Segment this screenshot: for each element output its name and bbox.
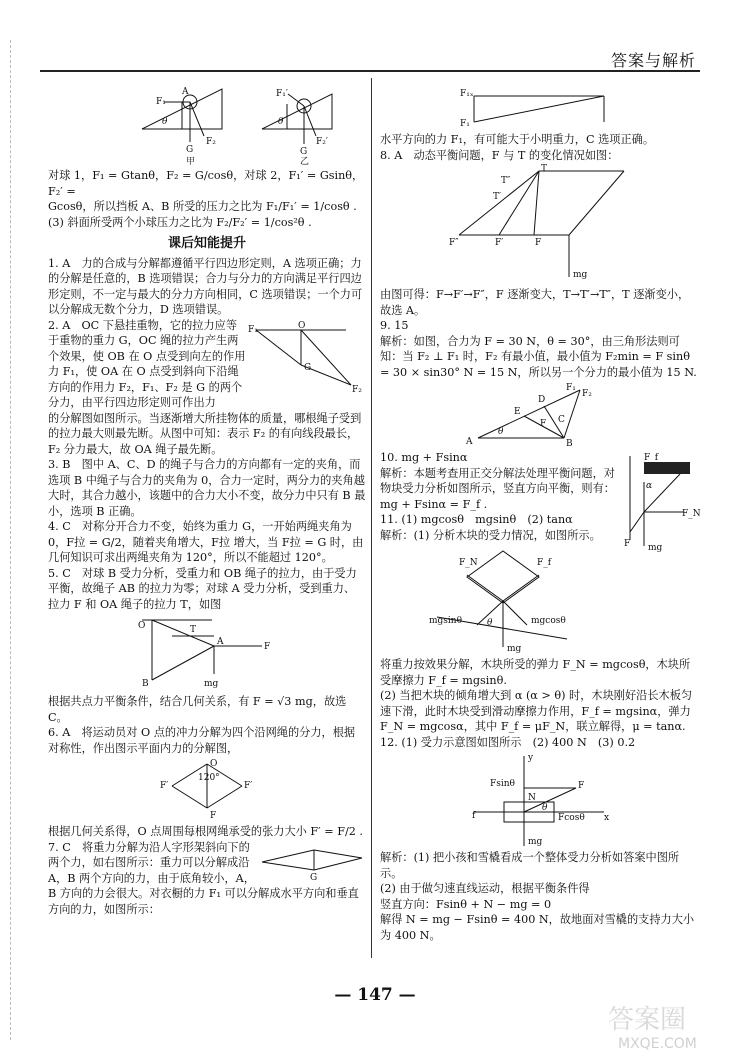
q12-label-mg: mg [528, 837, 543, 847]
q12-label-F: F [578, 781, 585, 791]
para-ball1: 对球 1，F₁ = Gtanθ，F₂ = G/cosθ，对球 2，F₁′ = Gsinθ，F₂′ = [48, 169, 364, 198]
q10-label-mg: mg [648, 543, 663, 553]
q8-label-T: T [541, 164, 548, 174]
q5-label-mg: mg [204, 679, 219, 689]
figure-q7 [258, 842, 366, 882]
watermark-line2: MXQE.COM [618, 1036, 697, 1052]
q10-label-FN: F_N [682, 509, 701, 519]
figure-balls-on-incline [82, 84, 332, 166]
q2-label-F2: F₂ [352, 384, 362, 395]
answer-10b: 解析：本题考查用正交分解法处理平衡问题，对物块受力分析如图所示，竖直方向平衡，则有：mg + Fsinα = F_f . [380, 466, 615, 511]
q6-label-Fp-left: F′ [160, 781, 169, 791]
answer-9: 9. 15 [380, 319, 409, 332]
q12-label-N: N [528, 793, 536, 803]
column-divider [371, 78, 372, 958]
answer-11: 11. (1) mgcosθ mgsinθ (2) tanα [380, 513, 573, 526]
answer-10: 10. mg + Fsinα [380, 451, 468, 464]
q6-label-Fp-right: F′ [244, 781, 253, 791]
page-number: — 147 — [334, 985, 416, 1005]
para-incline-ratio: (3) 斜面所受两个小球压力之比为 F₂/F₂′ = 1/cos²θ . [48, 215, 312, 229]
q5-label-T: T [190, 625, 197, 635]
figure-q10 [624, 452, 701, 553]
q2-label-G: G [304, 362, 312, 373]
q9-label-theta: θ [498, 427, 504, 437]
q5-label-F: F [264, 642, 271, 652]
fig-label-F2: F₂ [206, 137, 216, 147]
answer-8b: 由图可得：F→F′→F″，F 逐渐变大，T→T′→T″，T 逐渐变小，故选 A。 [380, 288, 690, 317]
fig-label-theta-2: θ [278, 117, 284, 127]
q12-label-y: y [528, 753, 534, 763]
fig-label-A: A [182, 87, 189, 97]
answer-9b: 解析：如图，合力为 F = 30 N，θ = 30°，由三角形法则可知：当 F₂ ⊥ F₁ 时，F₂ 有最小值，最小值为 F₂min = F sinθ = 30 × sin30° N = 15 N，所以另一个分力的最小值为 15 N. [380, 334, 697, 379]
q11-label-theta: θ [487, 618, 493, 628]
answer-5a: 5. C 对球 B 受力分析，受重力和 OB 绳子的拉力，由于受力平衡，故绳子 AB 的拉力为零；对球 A 受力分析，受到重力、拉力 F 和 OA 绳子的拉力 T，如图 [48, 566, 357, 611]
q6-label-F: F [210, 811, 217, 821]
q5-label-O: O [138, 621, 146, 631]
fig-label-G: G [186, 145, 194, 155]
watermark-logo [598, 1000, 744, 1054]
fig-label-G-2: G [300, 147, 308, 157]
figure-q12 [464, 752, 614, 848]
answer-12c: (2) 由于做匀速直线运动，根据平衡条件得 [380, 882, 590, 895]
q9-label-A: A [466, 437, 473, 447]
q5-label-B: B [142, 679, 149, 689]
q7-label-G: G [310, 872, 318, 883]
q8-label-Tp: T′ [493, 192, 502, 202]
figure-q6 [152, 758, 262, 822]
answer-11b: 解析：(1) 分析木块的受力情况，如图所示。 [380, 528, 601, 542]
q10-label-Ff: F_f [644, 453, 659, 463]
q2-label-F1: F₁ [248, 324, 258, 335]
figure-top-right [454, 84, 624, 130]
answer-6a: 6. A 将运动员对 O 点的冲力分解为四个沿网绳的分力，根据对称性，作出图示平面内力的分解图， [48, 726, 356, 755]
q12-label-x: x [604, 813, 610, 823]
answer-1: 1. A 力的合成与分解都遵循平行四边形定则，A 选项正确；力的分解是任意的，B 选项错误；合力与分力的方向满足平行四边形定则，不一定与最大的分力方向相同，C 选项错误；一个力可以分解成无数个分力，D 选项错误。 [48, 256, 363, 316]
binding-cut-line [10, 40, 11, 1040]
answer-11c: 将重力按效果分解，木块所受的弹力 F_N = mgcosθ，木块所受摩擦力 F_f = mgsinθ. [380, 658, 691, 687]
figure-q5 [132, 614, 282, 692]
q12-label-theta: θ [542, 803, 548, 813]
header-title: 答案与解析 [610, 51, 696, 70]
q8-label-mg: mg [573, 270, 588, 280]
page-header [40, 44, 700, 72]
fig-label-F2p: F₂′ [316, 137, 328, 147]
answer-2b: 的分解图如图所示。当逐渐增大所挂物体的质量，哪根绳子受到的拉力最大则最先断。从图中可知：表示 F₂ 的有向线段最长，F₂ 分力最大，故 OA 绳子最先断。 [48, 411, 362, 456]
fig-label-F1: F₁ [156, 97, 166, 107]
answer-7: 7. C 将重力分解为沿人字形架斜向下的两个力，如右图所示：重力可以分解成沿 A，B 两个方向的力，由于底角较小，A，B 方向的力会很大。对衣橱的力 F₁ 可以分解成水平方向和垂直方向的力，如图所示： [48, 840, 359, 916]
q12-label-Fsin: Fsinθ [490, 779, 515, 789]
right-para-top: 水平方向的力 F₁，有可能大于小明重力，C 选项正确。 [380, 133, 655, 146]
figure-q9 [464, 382, 614, 448]
answer-3: 3. B 图中 A、C、D 的绳子与合力的方向都有一定的夹角，而选项 B 中绳子与合力的夹角为 0，合力一定时，两分力的夹角越大时，其合力越小，该题中的合力大小不变，故分力中只有 B 最小，选项 B 正确。 [48, 458, 366, 518]
figure-q2 [246, 320, 366, 400]
figure-q11 [427, 545, 577, 655]
q9-label-B: B [566, 439, 573, 449]
answer-6b: 根据几何关系得，O 点周围每根网绳承受的张力大小 F′ = F/2 . [48, 825, 363, 838]
answer-12e: 解得 N = mg − Fsinθ = 400 N，故地面对雪橇的支持力大小为 400 N。 [380, 913, 695, 942]
q10-label-alpha: α [646, 481, 653, 491]
q10-label-F: F [624, 539, 631, 549]
q9-label-F: F [540, 419, 547, 429]
answer-5b: 根据共点力平衡条件，结合几何关系，有 F = √3 mg，故选 C。 [48, 695, 347, 724]
fig-label-theta: θ [162, 117, 168, 127]
left-column [48, 82, 366, 917]
q11-label-mgcos: mgcosθ [531, 616, 566, 626]
fig-label-yi: 乙 [300, 157, 310, 167]
answer-4: 4. C 对称分开合力不变，始终为重力 G，一开始两绳夹角为 0，F拉 = G/2，随着夹角增大，F拉 增大，当 F拉 = G 时，由几何知识可求出两绳夹角为 120°，所以不能超过 120°。 [48, 520, 364, 564]
q8-label-Tpp: T″ [501, 176, 511, 186]
answer-12d: 竖直方向：Fsinθ + N − mg = 0 [380, 897, 552, 911]
top-label-F1: F₁ [460, 119, 470, 129]
q9-label-D: D [538, 395, 546, 405]
watermark-line1: 答案圈 [608, 1005, 687, 1035]
top-label-F1x: F₁ₓ [460, 89, 474, 99]
answer-12: 12. (1) 受力示意图如图所示 (2) 400 N (3) 0.2 [380, 735, 636, 749]
figure-q8 [439, 165, 639, 285]
q8-label-Fpp: F″ [449, 238, 459, 248]
q9-label-E: E [514, 407, 521, 417]
q9-label-C: C [558, 415, 565, 425]
q5-label-A: A [217, 637, 224, 647]
q6-label-O: O [210, 759, 218, 769]
q8-label-Fp: F′ [495, 238, 504, 248]
q8-label-F: F [535, 238, 542, 248]
q11-label-mg: mg [507, 644, 522, 654]
answer-12b: 解析：(1) 把小孩和雪橇看成一个整体受力分析如答案中图所示。 [380, 851, 680, 880]
q2-label-O: O [298, 320, 306, 331]
q11-label-FN: F_N [459, 558, 478, 568]
q11-label-mgsin: mgsinθ [429, 616, 463, 626]
q12-label-f: f [472, 811, 476, 821]
q9-label-F1: F₁ [566, 383, 576, 393]
answer-11d: (2) 当把木块的倾角增大到 α (α > θ) 时，木块刚好沿长木板匀速下滑，此时木块受到滑动摩擦力作用，F_f = mgsinα，弹力 F_N = mgcosα，其中 F_f = μF_N，联立解得，μ = tanα. [380, 689, 693, 733]
q9-label-F2: F₂ [582, 389, 592, 399]
fig-label-jia: 甲 [186, 157, 196, 167]
para-ratio: Gcosθ，所以挡板 A、B 所受的压力之比为 F₁/F₁′ = 1/cosθ . [48, 200, 357, 213]
answer-8: 8. A 动态平衡问题，F 与 T 的变化情况如图： [380, 148, 619, 162]
q6-label-angle: 120° [198, 773, 220, 783]
answer-2a: 2. A OC 下悬挂重物，它的拉力应等于重物的重力 G，OC 绳的拉力产生两个效果，使 OB 在 O 点受到向左的作用力 F₁，使 OA 在 O 点受到斜向下沿绳方向的作用力 F₂，F₁、F₂ 是 G 的两个分力，由平行四边形定则可作出力 [48, 318, 246, 409]
q12-label-Fcos: Fcosθ [558, 813, 585, 823]
section-title: 课后知能提升 [167, 236, 246, 251]
q11-label-Ff: F_f [537, 558, 552, 568]
fig-label-F1p: F₁′ [276, 89, 288, 99]
right-column [380, 82, 701, 943]
